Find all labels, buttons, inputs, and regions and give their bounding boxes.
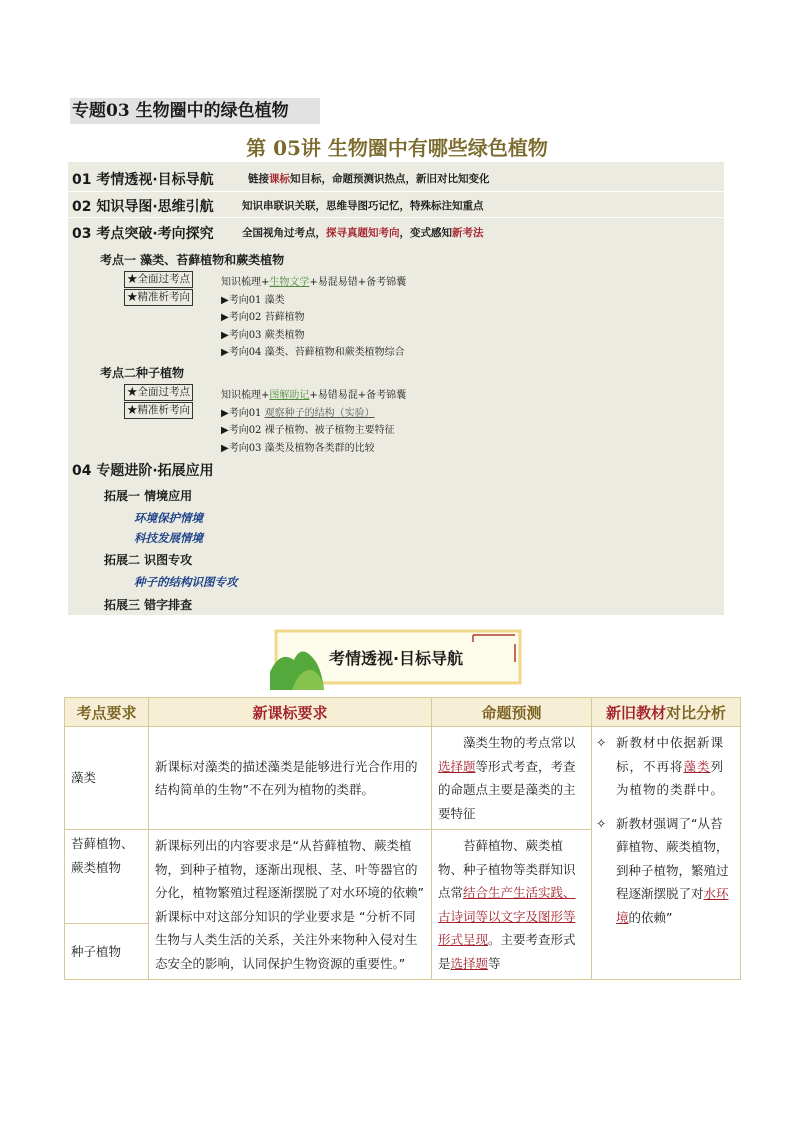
section-label: 02 知识导图·思维引航 bbox=[72, 199, 214, 215]
compare-cell: ✧ 新教材中依据新课标，不再将藻类列为植物的类群中。 ✧ 新教材强调了“从苔藓植物、蕨类植物，到种子植物，繁殖过程逐渐摆脱了对水环境的依赖” bbox=[592, 727, 741, 980]
section-desc: 知识串联识关联，思维导图巧记忆，特殊标注知重点 bbox=[242, 200, 484, 212]
standard-text: 新课标中对这部分知识的学业要求是 “分析不同生物与人类生活的关系，关注外来物种入侵对生态安全的影响，认同保护生物资源的重要性。” bbox=[155, 908, 418, 971]
requirements-table bbox=[64, 697, 741, 980]
diamond-bullet-icon: ✧ bbox=[596, 815, 607, 831]
banner-title: 考情透视·目标导航 bbox=[328, 649, 464, 668]
kp1-item: ▶考向04 藻类、苔藓植物和蕨类植物综合 bbox=[221, 347, 405, 358]
col-header: 命题预测 bbox=[432, 698, 592, 727]
kp1-item: ▶考向03 蕨类植物 bbox=[221, 330, 305, 341]
tag-all-points: ★全面过考点 bbox=[124, 384, 193, 401]
col-header: 考点要求 bbox=[65, 698, 149, 727]
predict-cell: 藻类生物的考点常以选择题等形式考查，考查的命题点主要是藻类的主要特征 bbox=[432, 727, 592, 830]
ext-sub: 科技发展情境 bbox=[134, 531, 203, 545]
kp1-item: ▶考向02 苔藓植物 bbox=[221, 312, 305, 323]
standard-cell: 新课标对藻类的描述藻类是能够进行光合作用的结构简单的生物”不在列为植物的类群。 bbox=[149, 727, 432, 830]
table-row bbox=[65, 727, 741, 830]
ext-title: 拓展一 情境应用 bbox=[104, 489, 193, 503]
kp1-summary: 知识梳理+生物文学+易混易错+备考锦囊 bbox=[221, 277, 407, 288]
topic-title: 专题03 生物圈中的绿色植物 bbox=[70, 98, 320, 124]
outline-panel bbox=[68, 162, 724, 615]
kp2-item: ▶考向01 观察种子的结构（实验） bbox=[221, 408, 375, 419]
tag-precise: ★精准析考向 bbox=[124, 289, 193, 306]
ext-sub: 环境保护情境 bbox=[134, 511, 203, 525]
divider bbox=[68, 191, 724, 192]
tag-precise: ★精准析考向 bbox=[124, 402, 193, 419]
tag-all-points: ★全面过考点 bbox=[124, 271, 193, 288]
lecture-title: 第 05讲 生物圈中有哪些绿色植物 bbox=[246, 136, 548, 160]
row-label: 种子植物 bbox=[65, 923, 149, 979]
ext-sub: 种子的结构识图专攻 bbox=[134, 575, 238, 589]
standard-text: 新课标列出的内容要求是“从苔藓植物、蕨类植物，到种子植物，逐渐出现根、茎、叶等器官的分化，植物繁殖过程逐渐摆脱了对水环境的依赖” bbox=[155, 838, 424, 900]
col-header: 新课标要求 bbox=[149, 698, 432, 727]
col-header: 新旧教材对比分析 bbox=[592, 698, 741, 727]
ext-title: 拓展二 识图专攻 bbox=[104, 553, 193, 567]
kp2-item: ▶考向03 藻类及植物各类群的比较 bbox=[221, 443, 375, 454]
ext-title: 拓展三 错字排查 bbox=[104, 598, 193, 612]
kp1-title: 考点一 藻类、苔藓植物和蕨类植物 bbox=[100, 253, 285, 267]
divider bbox=[68, 217, 724, 218]
kp2-item: ▶考向02 裸子植物、被子植物主要特征 bbox=[221, 425, 395, 436]
section-label: 01 考情透视·目标导航 bbox=[72, 172, 214, 188]
standard-cell bbox=[149, 830, 432, 980]
row-label: 苔藓植物、蕨类植物 bbox=[65, 830, 149, 924]
section-banner bbox=[270, 628, 522, 690]
predict-cell: 苔藓植物、蕨类植物、种子植物等类群知识点常结合生产生活实践、古诗词等以文字及图形等形式呈现。主要考查形式是选择题等 bbox=[432, 830, 592, 980]
section-label: 04 专题进阶·拓展应用 bbox=[72, 463, 214, 479]
row-label: 藻类 bbox=[65, 727, 149, 830]
kp2-title: 考点二种子植物 bbox=[100, 366, 185, 380]
section-desc: 链接课标知目标，命题预测识热点，新旧对比知变化 bbox=[248, 173, 490, 185]
diamond-bullet-icon: ✧ bbox=[596, 735, 607, 750]
section-desc: 全国视角过考点，探寻真题知考向，变式感知新考法 bbox=[242, 227, 484, 239]
kp1-item: ▶考向01 藻类 bbox=[221, 295, 285, 306]
table-header-row bbox=[65, 698, 741, 727]
kp2-summary: 知识梳理+图解助记+易错易混+备考锦囊 bbox=[221, 390, 407, 401]
section-label: 03 考点突破·考向探究 bbox=[72, 226, 214, 242]
